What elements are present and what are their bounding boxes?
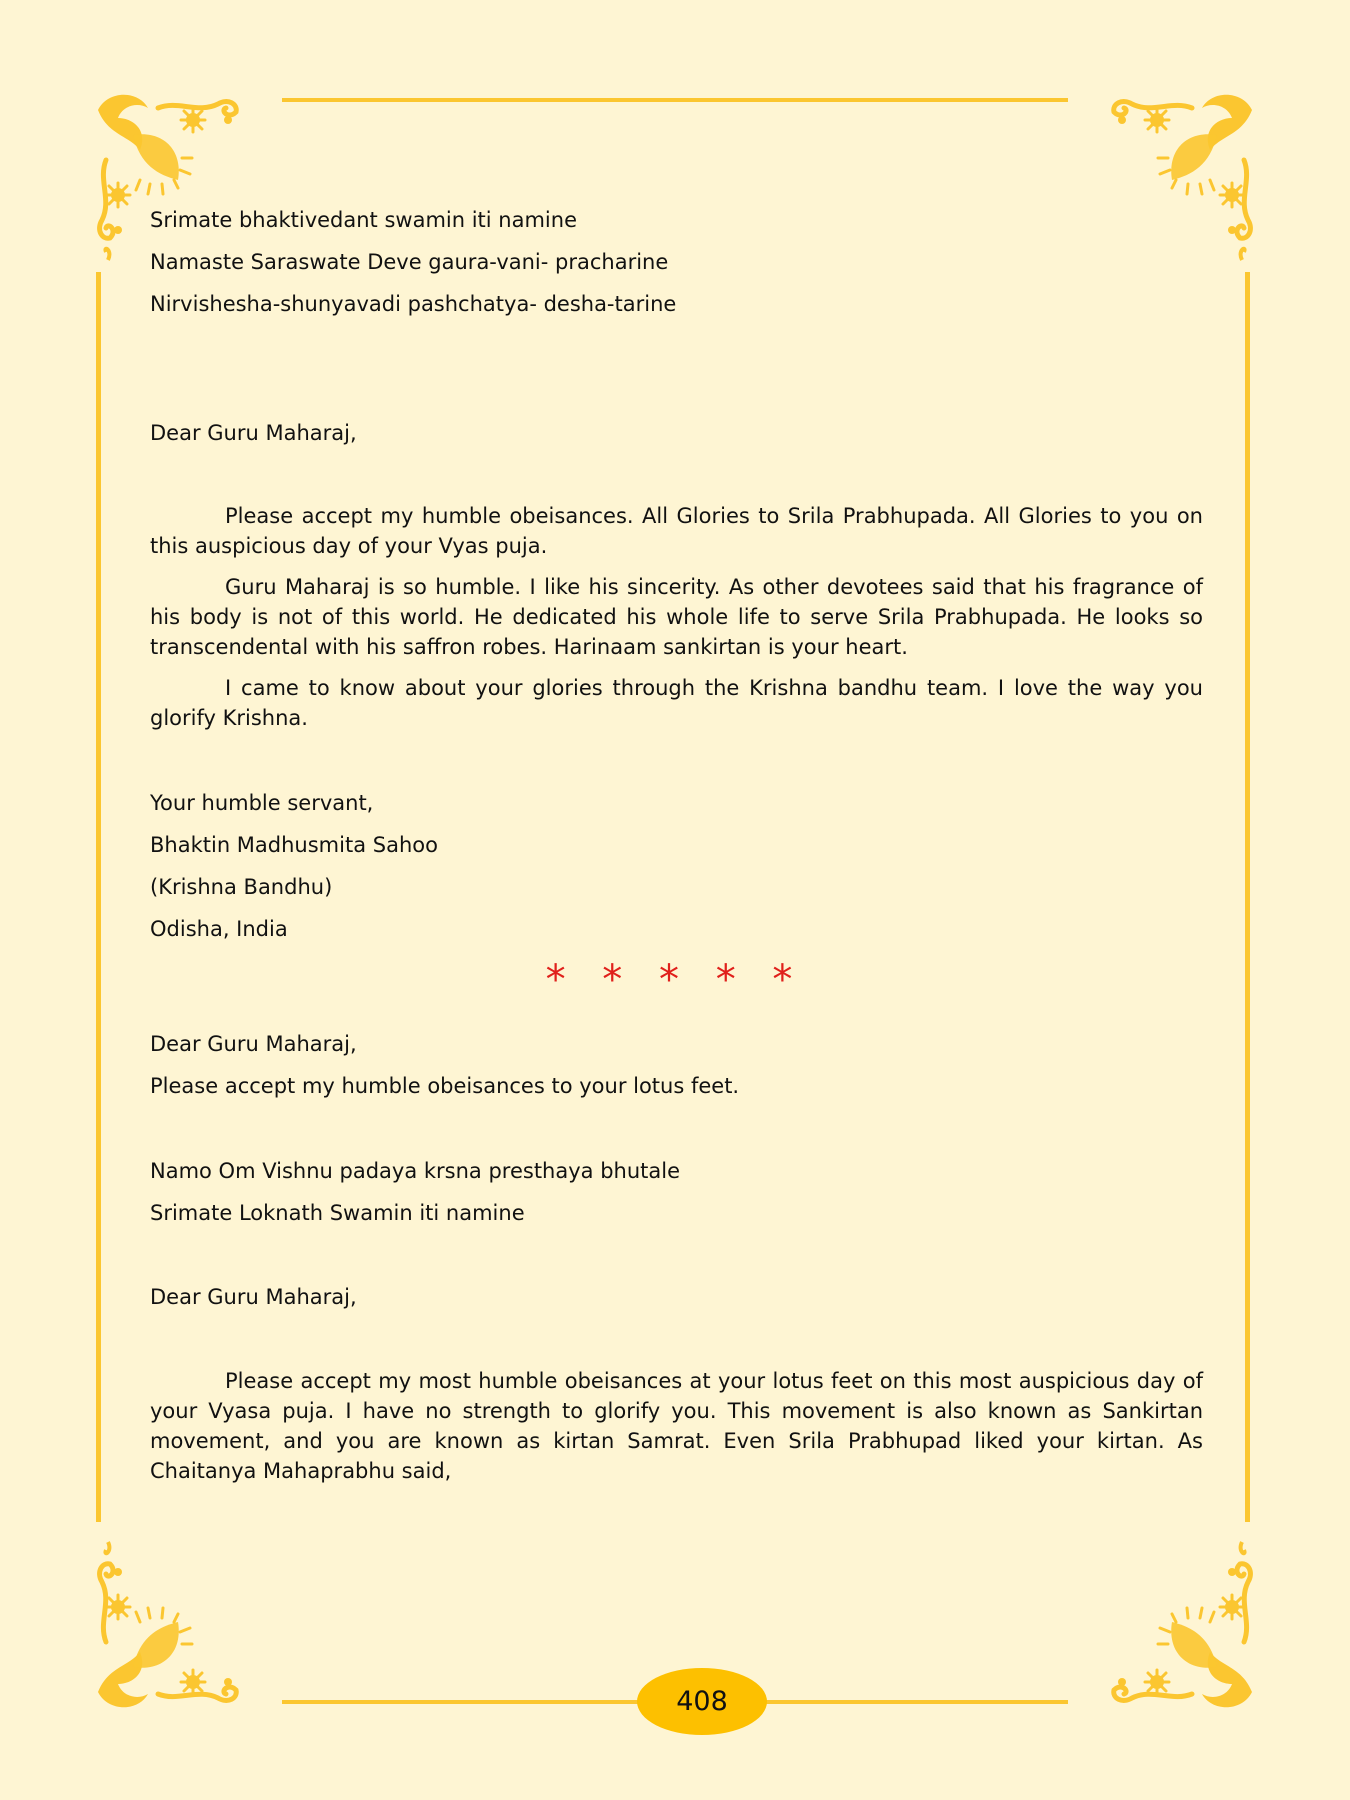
opening-line: Please accept my humble obeisances to your lotus feet. [150, 1074, 740, 1098]
letter2-verse [150, 1150, 1203, 1234]
paragraph: Guru Maharaj is so humble. I like his sincerity. As other devotees said that his fragrance of his body is not of this world. He dedicated his whole life to serve Srila Prabhupada. He looks so transcendental with his saffron robes. Harinaam sankirtan is your heart. [150, 575, 1203, 659]
letter2-body [150, 1366, 1203, 1486]
verse-line: Srimate bhaktivedant swamin iti namine [150, 208, 577, 232]
author-location: Odisha, India [150, 917, 288, 941]
author-group: (Krishna Bandhu) [150, 875, 333, 899]
letter1-signature [150, 782, 1203, 950]
closing: Your humble servant, [150, 791, 374, 815]
salutation: Dear Guru Maharaj, [150, 1032, 357, 1056]
verse-line: Namaste Saraswate Deve gaura-vani- pracharine [150, 250, 669, 274]
corner-ornament-bottom-left [78, 1522, 278, 1722]
verse-line: Nirvishesha-shunyavadi pashchatya- desha-tarine [150, 292, 677, 316]
letter1-body [150, 501, 1203, 733]
frame-top-line [282, 98, 1068, 102]
paragraph: I came to know about your glories through the Krishna bandhu team. I love the way you glorify Krishna. [150, 676, 1203, 730]
frame-left-line [96, 272, 101, 1522]
paragraph: Please accept my most humble obeisances at your lotus feet on this most auspicious day of your Vyasa puja. I have no strength to glorify you. This movement is also known as Sankirtan movement, and you are known as kirtan Samrat. Even Srila Prabhupad liked your kirtan. As Chaitanya Mahaprabhu said, [150, 1369, 1203, 1483]
frame-right-line [1245, 272, 1250, 1522]
verse-line: Namo Om Vishnu padaya krsna presthaya bhutale [150, 1159, 681, 1183]
opening-verse [150, 199, 1203, 325]
letter2-salutation: Dear Guru Maharaj, [150, 1285, 357, 1309]
paragraph: Please accept my humble obeisances. All Glories to Srila Prabhupada. All Glories to you on this auspicious day of your Vyas puja. [150, 504, 1203, 558]
page-number: 408 [637, 1668, 767, 1735]
letter1-salutation: Dear Guru Maharaj, [150, 421, 357, 445]
letter2-opening [150, 1023, 1203, 1107]
separator-stars: * * * * * [545, 957, 805, 1003]
corner-ornament-bottom-right [1072, 1522, 1272, 1722]
author-name: Bhaktin Madhusmita Sahoo [150, 833, 438, 857]
verse-line: Srimate Loknath Swamin iti namine [150, 1201, 525, 1225]
